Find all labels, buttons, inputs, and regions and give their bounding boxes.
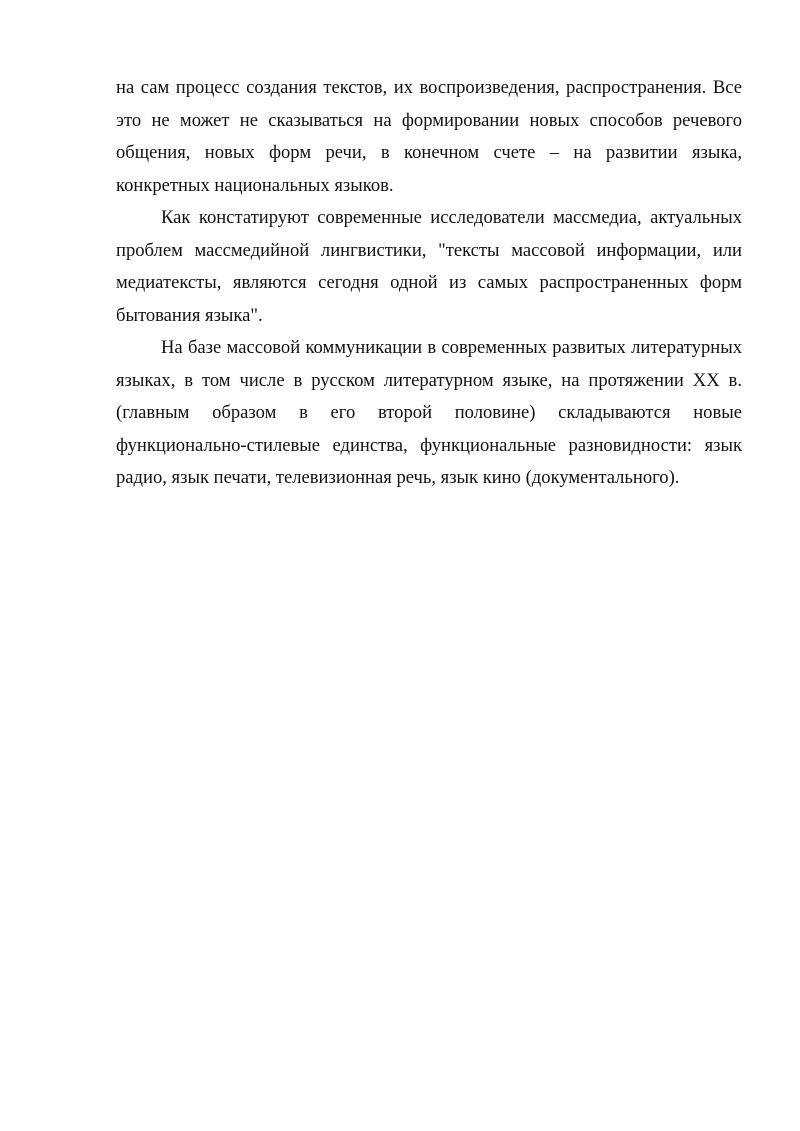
paragraph-continuation: на сам процесс создания текстов, их воспроизведения, распространения. Все это не может не сказываться на формировании новых способов речевого общения, новых форм речи, в конечном счете – на развитии языка, конкретных национальных языков. — [116, 77, 742, 196]
paragraph-functional-varieties: На базе массовой коммуникации в современных развитых литературных языках, в том числе в русском литературном языке, на протяжении XX в. (главным образом в его второй половине) складываются новые функционально-стилевые единства, функциональные разновидности: язык радио, язык печати, телевизионная речь, язык кино (документального). — [116, 337, 742, 488]
paragraph-massmedia-quote: Как констатируют современные исследователи массмедиа, актуальных проблем массмедийной лингвистики, "тексты массовой информации, или медиатексты, являются сегодня одной из самых распространенных форм бытования языка". — [116, 207, 742, 326]
document-body — [116, 72, 742, 495]
